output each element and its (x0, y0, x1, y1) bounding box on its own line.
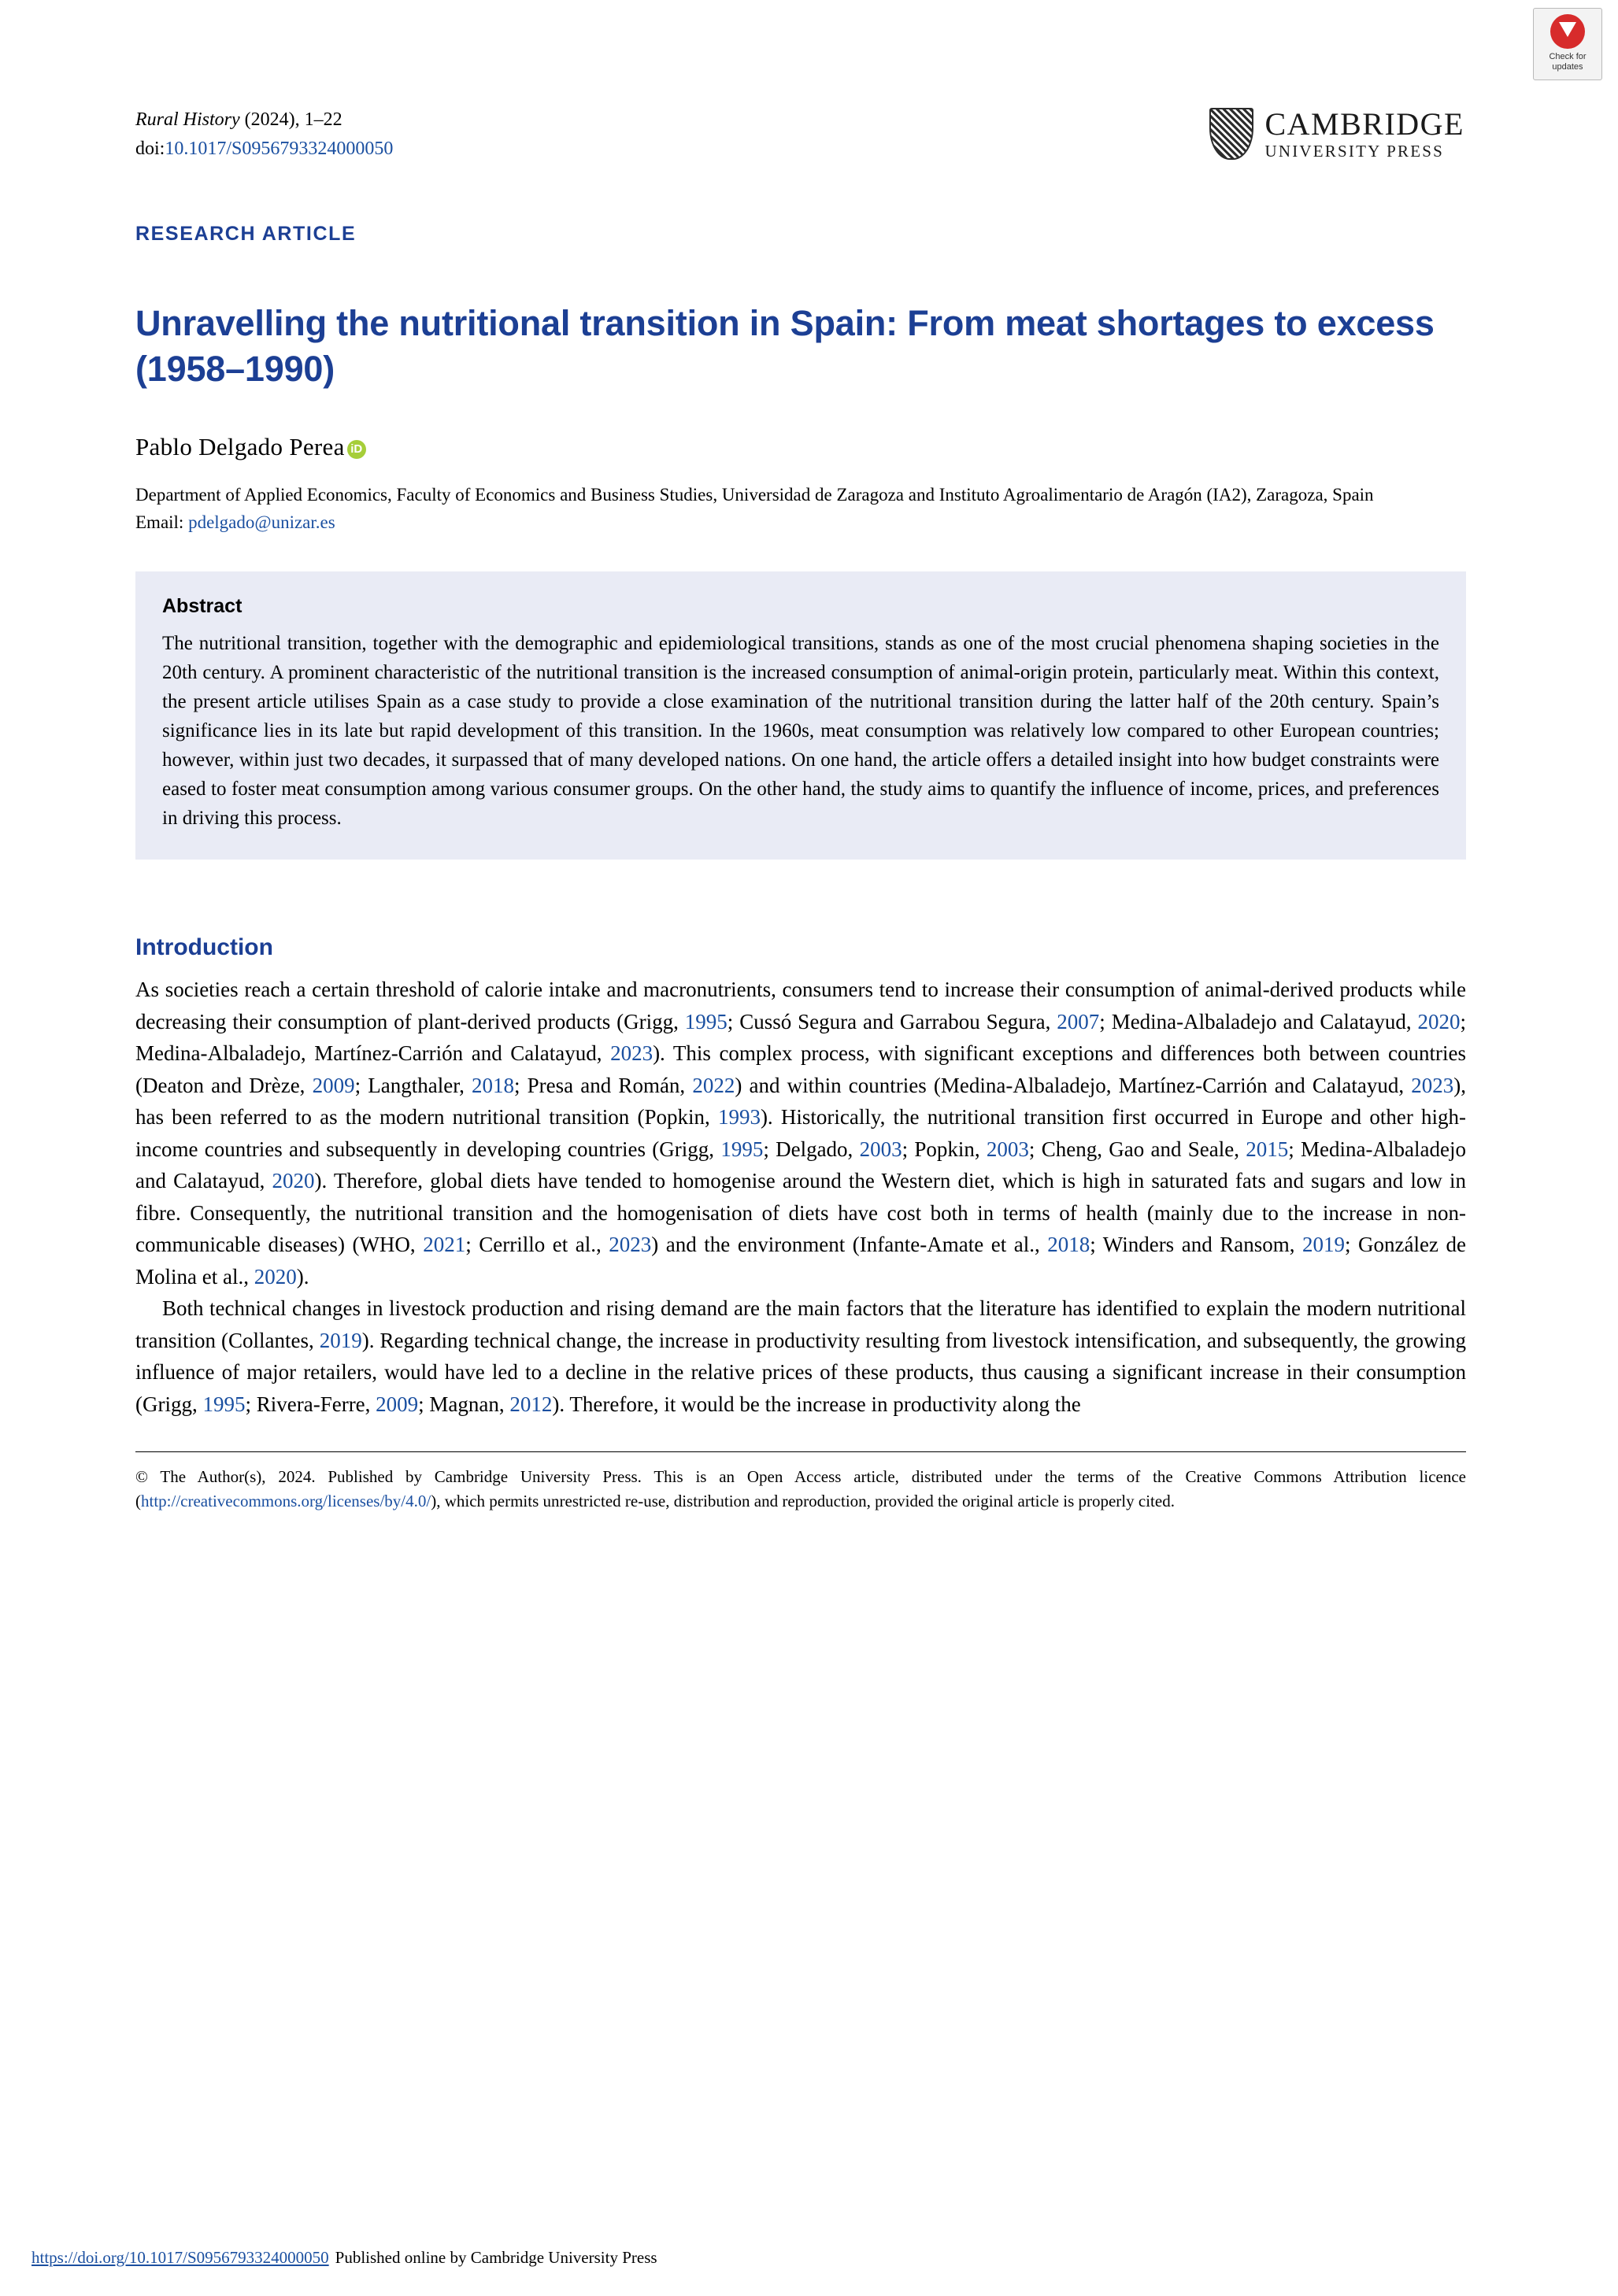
journal-header (135, 106, 1466, 176)
abstract-section (135, 571, 1466, 860)
citation-year[interactable]: 2023 (609, 1233, 652, 1256)
doi-label: doi: (135, 139, 165, 159)
abstract-heading: Abstract (162, 595, 243, 617)
email-link[interactable]: pdelgado@unizar.es (188, 512, 335, 532)
orcid-icon[interactable]: iD (347, 440, 366, 459)
copyright-text-1: © The Author(s), 2024. Published by Cambridge University Press. This is an Open Access article, distributed under the terms of the Creative Commons Attribution licence ( (135, 1467, 1466, 1510)
citation-year[interactable]: 2020 (1417, 1009, 1461, 1033)
abstract-text: The nutritional transition, together with the demographic and epidemiological transitions, stands as one of the most crucial phenomena shaping societies in the 20th century. A prominent characteristic of the nutritional transition is the increased consumption of animal-origin protein, particularly meat. Within this context, the present article utilises Spain as a case study to provide a close examination of the nutritional transition during the latter half of the 20th century. Spain’s significance lies in its late but rapid development of this transition. In the 1960s, meat consumption was relatively low compared to other European countries; however, within just two decades, it surpassed that of many developed nations. On one hand, the article offers a detailed insight into how budget constraints were eased to foster meat consumption among various consumer groups. On the other hand, the study aims to quantify the influence of income, prices, and preferences in driving this process. (162, 633, 1439, 829)
article-type-label: RESEARCH ARTICLE (135, 223, 357, 245)
citation-year[interactable]: 2020 (254, 1264, 297, 1288)
citation-year[interactable]: 2021 (423, 1233, 466, 1256)
citation-year[interactable]: 2019 (1302, 1233, 1346, 1256)
citation-year[interactable]: 1995 (202, 1392, 246, 1416)
footer-published-note: Published online by Cambridge University Press (335, 2248, 657, 2267)
citation-year[interactable]: 2022 (692, 1073, 735, 1097)
affiliation: Department of Applied Economics, Faculty of Economics and Business Studies, Universidad de Zaragoza and Instituto Agroalimentario de Aragón (IA2), Zaragoza, Spain (135, 485, 1374, 505)
footer-divider (135, 1451, 1466, 1452)
citation-year[interactable]: 1995 (720, 1137, 764, 1161)
author-list (135, 433, 1466, 461)
author-name: Pablo Delgado Perea (135, 433, 345, 460)
crossmark-icon (1550, 14, 1585, 49)
citation-year[interactable]: 2012 (509, 1392, 553, 1416)
email-label: Email: (135, 512, 189, 532)
publisher-name: CAMBRIDGE (1264, 105, 1464, 142)
badge-line-1: Check for (1549, 52, 1587, 61)
section-heading-introduction: Introduction (135, 934, 273, 960)
page-footer-bar (31, 2248, 1587, 2268)
publisher-subname: UNIVERSITY PRESS (1264, 141, 1445, 161)
citation-year[interactable]: 2018 (1047, 1233, 1090, 1256)
citation-year[interactable]: 2023 (610, 1041, 653, 1065)
copyright-notice (135, 1465, 1466, 1514)
copyright-text-2: ), which permits unrestricted re-use, distribution and reproduction, provided the original article is properly cited. (431, 1492, 1175, 1510)
citation-year[interactable]: 2020 (272, 1169, 315, 1192)
intro-paragraph-1: As societies reach a certain threshold of calorie intake and macronutrients, consumers tend to increase their consumption of animal-derived products while decreasing their consumption of plant-derived products (Grigg, 1995; Cussó Segura and Garrabou Segura, 2007; Medina-Albaladejo and Calatayud, 2020; Medina-Albaladejo, Martínez-Carrión and Calatayud, 2023). This complex process, with significant exceptions and differences both between countries (Deaton and Drèze, 2009; Langthaler, 2018; Presa and Román, 2022) and within countries (Medina-Albaladejo, Martínez-Carrión and Calatayud, 2023), has been referred to as the modern nutritional transition (Popkin, 1993). Historically, the nutritional transition first occurred in Europe and other high-income countries and subsequently in developing countries (Grigg, 1995; Delgado, 2003; Popkin, 2003; Cheng, Gao and Seale, 2015; Medina-Albaladejo and Calatayud, 2020). Therefore, global diets have tended to homogenise around the Western diet, which is high in saturated fats and sugars and low in fibre. Consequently, the nutritional transition and the homogenisation of diets have cost both in terms of health (mainly due to the increase in non-communicable diseases) (WHO, 2021; Cerrillo et al., 2023) and the environment (Infante-Amate et al., 2018; Winders and Ransom, 2019; González de Molina et al., 2020). (135, 978, 1467, 1288)
cambridge-university-press-logo (1209, 105, 1464, 161)
check-for-updates-badge[interactable] (1533, 8, 1602, 80)
email-line (135, 509, 1466, 535)
journal-name: Rural History (135, 109, 240, 130)
citation-year[interactable]: 2007 (1057, 1009, 1100, 1033)
citation-year[interactable]: 1993 (717, 1105, 761, 1129)
intro-paragraph-2: Both technical changes in livestock production and rising demand are the main factors that the literature has identified to explain the modern nutritional transition (Collantes, 2019). Regarding technical change, the increase in productivity resulting from livestock intensification, and subsequently, the growing influence of major retailers, would have led to a decline in the relative prices of these products, thus causing a significant increase in their consumption (Grigg, 1995; Rivera-Ferre, 2009; Magnan, 2012). Therefore, it would be the increase in productivity along the (135, 1296, 1467, 1416)
license-link[interactable]: http://creativecommons.org/licenses/by/4.0/ (141, 1492, 431, 1510)
citation-year[interactable]: 2003 (859, 1137, 902, 1161)
footer-doi-link[interactable]: https://doi.org/10.1017/S0956793324000050 (31, 2248, 329, 2267)
doi-link[interactable]: 10.1017/S0956793324000050 (165, 139, 394, 159)
journal-issue: (2024), 1–22 (239, 109, 342, 130)
citation-year[interactable]: 2018 (472, 1073, 515, 1097)
citation-year[interactable]: 1995 (684, 1009, 728, 1033)
citation-year[interactable]: 2019 (319, 1328, 362, 1352)
badge-line-2: updates (1552, 62, 1583, 72)
citation-year[interactable]: 2015 (1246, 1137, 1289, 1161)
page-title: Unravelling the nutritional transition in Spain: From meat shortages to excess (1958–1990) (135, 303, 1435, 389)
citation-year[interactable]: 2023 (1411, 1073, 1454, 1097)
citation-year[interactable]: 2003 (986, 1137, 1029, 1161)
citation-year[interactable]: 2009 (312, 1073, 355, 1097)
citation-year[interactable]: 2009 (376, 1392, 419, 1416)
cambridge-shield-icon (1209, 108, 1253, 160)
journal-info (135, 106, 393, 162)
